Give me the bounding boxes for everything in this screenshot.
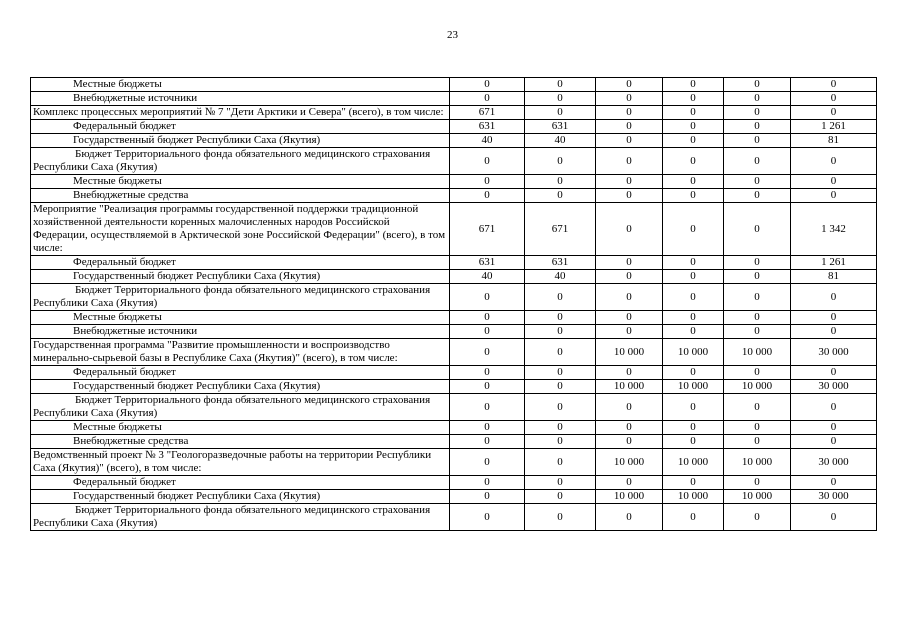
value-cell: 0: [450, 504, 525, 531]
value-cell: 0: [596, 504, 663, 531]
value-cell: 30 000: [791, 490, 877, 504]
row-label: Местные бюджеты: [31, 78, 450, 92]
row-label: Бюджет Территориального фонда обязательного медицинского страхования Республики Саха (Якутия): [31, 504, 450, 531]
value-cell: 0: [663, 120, 724, 134]
value-cell: 10 000: [724, 449, 791, 476]
value-cell: 0: [663, 366, 724, 380]
value-cell: 0: [791, 325, 877, 339]
row-label: Внебюджетные источники: [31, 325, 450, 339]
row-label: Внебюджетные средства: [31, 435, 450, 449]
table-row: [31, 339, 877, 366]
value-cell: 0: [596, 311, 663, 325]
table-row: [31, 148, 877, 175]
value-cell: 0: [663, 284, 724, 311]
value-cell: 10 000: [596, 490, 663, 504]
value-cell: 0: [663, 78, 724, 92]
value-cell: 0: [596, 92, 663, 106]
row-label: Местные бюджеты: [31, 311, 450, 325]
value-cell: 0: [663, 175, 724, 189]
value-cell: 0: [450, 435, 525, 449]
value-cell: 0: [450, 490, 525, 504]
row-label: Местные бюджеты: [31, 421, 450, 435]
value-cell: 0: [663, 256, 724, 270]
value-cell: 0: [724, 421, 791, 435]
value-cell: 0: [525, 339, 596, 366]
value-cell: 30 000: [791, 380, 877, 394]
value-cell: 0: [525, 189, 596, 203]
value-cell: 0: [791, 476, 877, 490]
value-cell: 0: [724, 435, 791, 449]
table-row: [31, 476, 877, 490]
row-label: Внебюджетные средства: [31, 189, 450, 203]
value-cell: 0: [525, 92, 596, 106]
table-row: [31, 203, 877, 256]
value-cell: 0: [450, 284, 525, 311]
table-row: [31, 421, 877, 435]
value-cell: 10 000: [663, 449, 724, 476]
value-cell: 0: [724, 189, 791, 203]
value-cell: 631: [450, 120, 525, 134]
value-cell: 0: [724, 366, 791, 380]
value-cell: 0: [596, 256, 663, 270]
row-label: Бюджет Территориального фонда обязательного медицинского страхования Республики Саха (Якутия): [31, 284, 450, 311]
value-cell: 0: [450, 325, 525, 339]
value-cell: 0: [596, 476, 663, 490]
table-row: [31, 189, 877, 203]
value-cell: 0: [663, 421, 724, 435]
value-cell: 0: [596, 284, 663, 311]
table-row: [31, 134, 877, 148]
value-cell: 0: [791, 311, 877, 325]
value-cell: 10 000: [663, 339, 724, 366]
value-cell: 0: [525, 78, 596, 92]
value-cell: 0: [525, 476, 596, 490]
table-row: [31, 120, 877, 134]
value-cell: 0: [663, 92, 724, 106]
row-label: Мероприятие "Реализация программы государственной поддержки традиционной хозяйственной деятельности коренных малочисленных народов Российской Федерации, осуществляемой в Арктической зоне Российской Федерации" (всего), в том числе:: [31, 203, 450, 256]
value-cell: 0: [791, 189, 877, 203]
value-cell: 10 000: [724, 380, 791, 394]
value-cell: 0: [596, 189, 663, 203]
row-label: Комплекс процессных мероприятий № 7 "Дети Арктики и Севера" (всего), в том числе:: [31, 106, 450, 120]
value-cell: 0: [450, 92, 525, 106]
value-cell: 0: [525, 490, 596, 504]
value-cell: 631: [450, 256, 525, 270]
value-cell: 0: [663, 134, 724, 148]
value-cell: 0: [596, 394, 663, 421]
value-cell: 0: [525, 366, 596, 380]
value-cell: 0: [791, 421, 877, 435]
value-cell: 0: [791, 284, 877, 311]
value-cell: 631: [525, 120, 596, 134]
row-label: Ведомственный проект № 3 "Геологоразведочные работы на территории Республики Саха (Якутия)" (всего), в том числе:: [31, 449, 450, 476]
row-label: Федеральный бюджет: [31, 476, 450, 490]
value-cell: 0: [724, 92, 791, 106]
value-cell: 0: [596, 325, 663, 339]
table-row: [31, 325, 877, 339]
value-cell: 30 000: [791, 339, 877, 366]
table-row: [31, 311, 877, 325]
value-cell: 0: [525, 449, 596, 476]
value-cell: 0: [525, 435, 596, 449]
table-row: [31, 449, 877, 476]
value-cell: 0: [724, 78, 791, 92]
value-cell: 0: [450, 366, 525, 380]
value-cell: 671: [525, 203, 596, 256]
budget-table: [30, 77, 877, 531]
value-cell: 0: [791, 366, 877, 380]
table-row: [31, 106, 877, 120]
value-cell: 30 000: [791, 449, 877, 476]
value-cell: 0: [450, 148, 525, 175]
value-cell: 0: [663, 325, 724, 339]
value-cell: 0: [596, 435, 663, 449]
row-label: Федеральный бюджет: [31, 256, 450, 270]
table-row: [31, 270, 877, 284]
value-cell: 0: [663, 148, 724, 175]
value-cell: 0: [724, 394, 791, 421]
value-cell: 0: [663, 270, 724, 284]
value-cell: 0: [450, 175, 525, 189]
value-cell: 0: [724, 120, 791, 134]
value-cell: 0: [450, 78, 525, 92]
value-cell: 0: [525, 311, 596, 325]
value-cell: 0: [724, 203, 791, 256]
value-cell: 671: [450, 106, 525, 120]
value-cell: 0: [596, 134, 663, 148]
value-cell: 0: [596, 270, 663, 284]
table-row: [31, 490, 877, 504]
value-cell: 1 261: [791, 120, 877, 134]
value-cell: 0: [663, 189, 724, 203]
value-cell: 0: [724, 504, 791, 531]
value-cell: 0: [596, 421, 663, 435]
value-cell: 0: [663, 394, 724, 421]
value-cell: 0: [525, 106, 596, 120]
table-row: [31, 380, 877, 394]
table-row: [31, 78, 877, 92]
value-cell: 0: [791, 78, 877, 92]
row-label: Внебюджетные источники: [31, 92, 450, 106]
value-cell: 10 000: [596, 380, 663, 394]
value-cell: 0: [525, 175, 596, 189]
value-cell: 0: [596, 175, 663, 189]
value-cell: 10 000: [596, 339, 663, 366]
table-row: [31, 92, 877, 106]
table-body: [31, 78, 877, 531]
value-cell: 0: [525, 284, 596, 311]
value-cell: 0: [791, 435, 877, 449]
value-cell: 0: [450, 189, 525, 203]
value-cell: 0: [663, 106, 724, 120]
value-cell: 0: [791, 394, 877, 421]
value-cell: 10 000: [724, 490, 791, 504]
row-label: Местные бюджеты: [31, 175, 450, 189]
value-cell: 40: [450, 134, 525, 148]
value-cell: 10 000: [663, 380, 724, 394]
value-cell: 1 342: [791, 203, 877, 256]
value-cell: 0: [596, 366, 663, 380]
row-label: Государственный бюджет Республики Саха (Якутия): [31, 490, 450, 504]
value-cell: 0: [450, 421, 525, 435]
value-cell: 81: [791, 134, 877, 148]
page-number: 23: [447, 29, 458, 41]
table-row: [31, 366, 877, 380]
value-cell: 0: [663, 476, 724, 490]
value-cell: 0: [596, 78, 663, 92]
value-cell: 0: [663, 311, 724, 325]
value-cell: 0: [724, 311, 791, 325]
value-cell: 0: [596, 106, 663, 120]
value-cell: 0: [663, 203, 724, 256]
value-cell: 0: [724, 175, 791, 189]
value-cell: 0: [596, 148, 663, 175]
value-cell: 0: [724, 134, 791, 148]
row-label: Федеральный бюджет: [31, 366, 450, 380]
value-cell: 10 000: [596, 449, 663, 476]
value-cell: 10 000: [663, 490, 724, 504]
value-cell: 0: [791, 504, 877, 531]
row-label: Федеральный бюджет: [31, 120, 450, 134]
value-cell: 0: [525, 148, 596, 175]
value-cell: 0: [525, 504, 596, 531]
row-label: Бюджет Территориального фонда обязательного медицинского страхования Республики Саха (Якутия): [31, 148, 450, 175]
value-cell: 0: [791, 92, 877, 106]
value-cell: 40: [450, 270, 525, 284]
value-cell: 0: [450, 394, 525, 421]
table-row: [31, 175, 877, 189]
table-row: [31, 504, 877, 531]
value-cell: 0: [525, 325, 596, 339]
value-cell: 0: [596, 120, 663, 134]
value-cell: 0: [596, 203, 663, 256]
row-label: Государственный бюджет Республики Саха (Якутия): [31, 380, 450, 394]
value-cell: 0: [724, 476, 791, 490]
value-cell: 10 000: [724, 339, 791, 366]
value-cell: 40: [525, 270, 596, 284]
row-label: Государственная программа "Развитие промышленности и воспроизводство минерально-сырьевой базы в Республике Саха (Якутия)" (всего), в том числе:: [31, 339, 450, 366]
value-cell: 0: [450, 311, 525, 325]
value-cell: 0: [791, 106, 877, 120]
value-cell: 40: [525, 134, 596, 148]
value-cell: 0: [724, 148, 791, 175]
value-cell: 0: [450, 380, 525, 394]
row-label: Государственный бюджет Республики Саха (Якутия): [31, 134, 450, 148]
value-cell: 0: [791, 148, 877, 175]
value-cell: 0: [525, 380, 596, 394]
value-cell: 0: [525, 394, 596, 421]
value-cell: 0: [724, 256, 791, 270]
value-cell: 671: [450, 203, 525, 256]
value-cell: 0: [450, 339, 525, 366]
row-label: Бюджет Территориального фонда обязательного медицинского страхования Республики Саха (Якутия): [31, 394, 450, 421]
value-cell: 0: [724, 106, 791, 120]
value-cell: 631: [525, 256, 596, 270]
row-label: Государственный бюджет Республики Саха (Якутия): [31, 270, 450, 284]
value-cell: 0: [525, 421, 596, 435]
value-cell: 0: [724, 284, 791, 311]
table-row: [31, 256, 877, 270]
value-cell: 0: [450, 476, 525, 490]
table-row: [31, 394, 877, 421]
value-cell: 0: [450, 449, 525, 476]
value-cell: 0: [663, 435, 724, 449]
table-row: [31, 435, 877, 449]
table-row: [31, 284, 877, 311]
value-cell: 81: [791, 270, 877, 284]
value-cell: 0: [663, 504, 724, 531]
value-cell: 0: [724, 325, 791, 339]
value-cell: 0: [791, 175, 877, 189]
value-cell: 1 261: [791, 256, 877, 270]
value-cell: 0: [724, 270, 791, 284]
